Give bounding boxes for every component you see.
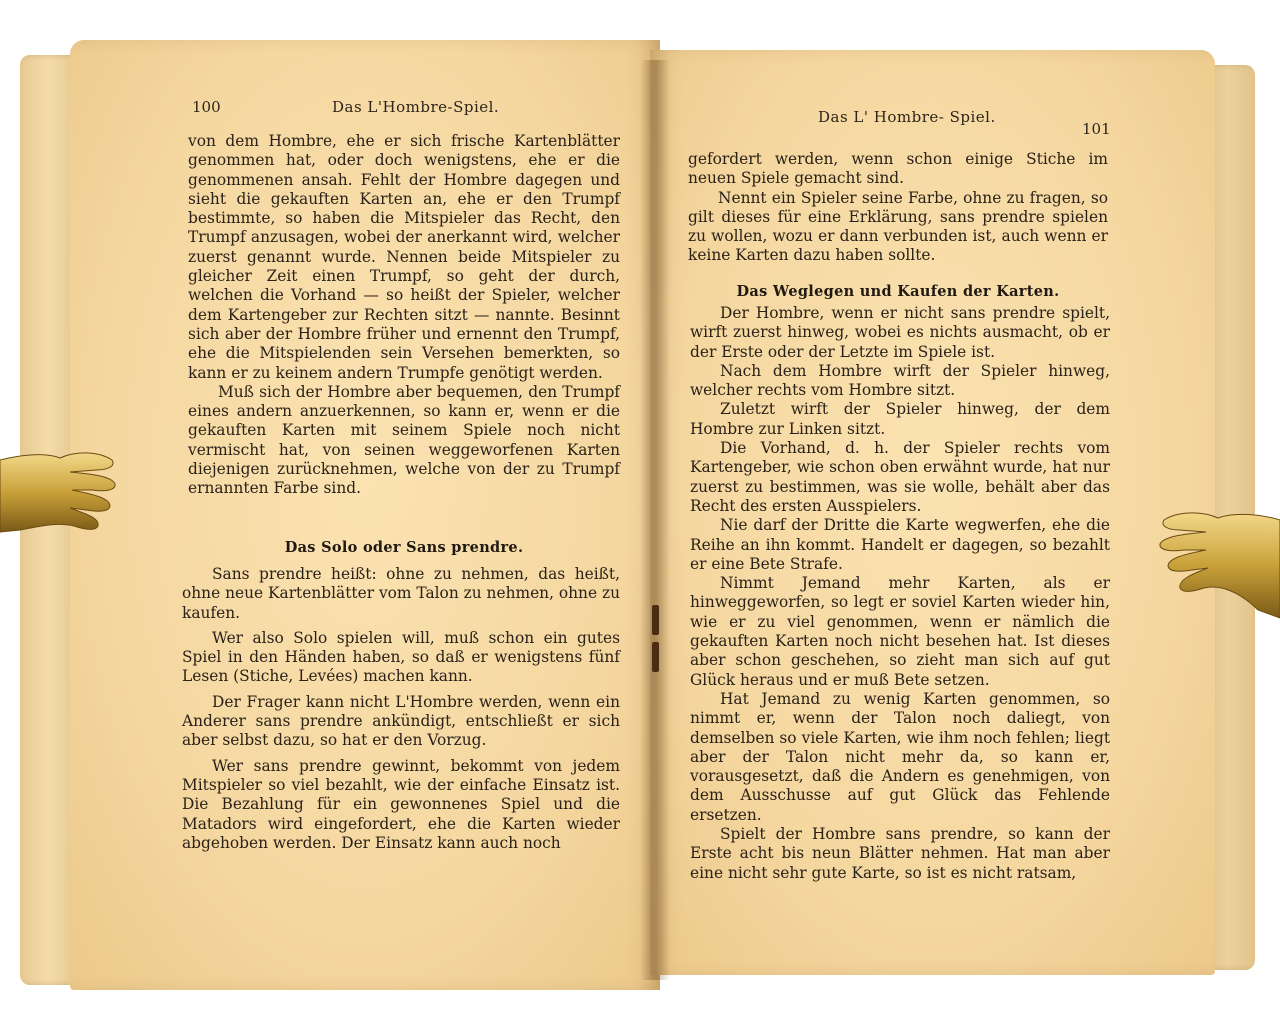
paragraph: Der Hombre, wenn er nicht sans prendre spielt, wirft zuerst hinweg, wobei es nichts ausmacht, ob er der Erste oder der Letzte im Spiele ist. bbox=[690, 304, 1110, 361]
book-gutter bbox=[640, 60, 670, 980]
paragraph: Sans prendre heißt: ohne zu nehmen, das heißt, ohne neue Kartenblätter vom Talon zu nehmen, ohne zu kaufen. bbox=[182, 565, 620, 622]
right-page-number: 101 bbox=[1082, 120, 1111, 138]
binding-thread bbox=[652, 642, 659, 672]
right-page bbox=[650, 50, 1215, 975]
paragraph: Spielt der Hombre sans prendre, so kann der Erste acht bis neun Blätter nehmen. Hat man aber eine nicht sehr gute Karte, so ist es nicht ratsam, bbox=[690, 825, 1110, 882]
paragraph: Nimmt Jemand mehr Karten, als er hinweggeworfen, so legt er soviel Karten wieder hin, wie er zu viel genommen, wenn er nämlich die gekauften Karten noch nicht besehen hat. Ist dieses aber schon geschehen, so zieht man sich auf gut Glück heraus und er muß Bete setzen. bbox=[690, 574, 1110, 689]
paragraph: Hat Jemand zu wenig Karten genommen, so nimmt er, wenn der Talon noch daliegt, von demselben so viele Karten, wie ihm noch fehlen; liegt aber der Talon nicht mehr da, so kann er, vorausgesetzt, daß die Andern es genehmigen, von dem Ausschusse auf gut Glück das Fehlende ersetzen. bbox=[690, 689, 1110, 824]
paragraph: Die Vorhand, d. h. der Spieler rechts vom Kartengeber, wie schon oben erwähnt wurde, hat nur zuerst zu bestimmen, was sie wolle, behält aber das Recht des ersten Ausspielers. bbox=[690, 439, 1110, 515]
paragraph: Zuletzt wirft der Spieler hinweg, der dem Hombre zur Linken sitzt. bbox=[690, 400, 1110, 438]
left-page bbox=[70, 40, 660, 990]
right-brass-hand-icon bbox=[1150, 500, 1280, 640]
left-page-number: 100 bbox=[192, 98, 221, 116]
paragraph: Nie darf der Dritte die Karte wegwerfen, ehe die Reihe an ihn kommt. Handelt er dagegen, so bezahlt er eine Bete Strafe. bbox=[690, 516, 1110, 573]
paragraph: Wer also Solo spielen will, muß schon ein gutes Spiel in den Händen haben, so daß er wenigstens fünf Lesen (Stiche, Levées) machen kann. bbox=[182, 628, 620, 686]
paragraph: Muß sich der Hombre aber bequemen, den Trumpf eines andern anzuerkennen, so kann er, wenn er die gekauften Karten mit seinem Spiele noch nicht vermischt hat, von seinen weggeworfenen Karten diejenigen zurücknehmen, welche von der zu Trumpf ernannten Farbe sind. bbox=[188, 382, 620, 498]
left-section-heading: Das Solo oder Sans prendre. bbox=[284, 539, 524, 556]
left-running-head: Das L'Hombre-Spiel. bbox=[332, 98, 500, 116]
right-text-block-2 bbox=[690, 304, 1110, 883]
right-section-heading: Das Weglegen und Kaufen der Karten. bbox=[736, 283, 1060, 300]
paragraph: von dem Hombre, ehe er sich frische Kartenblätter genommen hat, oder doch wenigstens, ehe er die genommenen ansah. Fehlt der Hombre dagegen und sieht die gekauften Karten an, ehe er den Trumpf bestimmte, so haben die Mitspieler das Recht, den Trumpf anzusagen, wobei der anerkannt wird, welcher zuerst genannt wurde. Nennen beide Mitspieler zu gleicher Zeit einen Trumpf, so geht der durch, welchen die Vorhand — so heißt der Spieler, welcher dem Kartengeber zur Rechten sitzt — nannte. Besinnt sich aber der Hombre früher und ernennt den Trumpf, ehe die Mitspielenden sein Versehen bemerkten, so kann er zu keinem andern Trumpfe genötigt werden. bbox=[188, 132, 620, 382]
right-running-head: Das L' Hombre- Spiel. bbox=[818, 108, 996, 126]
binding-thread bbox=[652, 605, 659, 635]
left-brass-hand-icon bbox=[0, 430, 120, 560]
paragraph: gefordert werden, wenn schon einige Stiche im neuen Spiele gemacht sind. bbox=[688, 150, 1108, 188]
paragraph: Wer sans prendre gewinnt, bekommt von jedem Mitspieler so viel bezahlt, wie der einfache Einsatz ist. Die Bezahlung für ein gewonnenes Spiel und die Matadors wird eingefordert, ehe die Karten wieder abgehoben werden. Der Einsatz kann auch noch bbox=[182, 756, 620, 852]
paragraph: Nach dem Hombre wirft der Spieler hinweg, welcher rechts vom Hombre sitzt. bbox=[690, 361, 1110, 400]
paragraph: Nennt ein Spieler seine Farbe, ohne zu fragen, so gilt dieses für eine Erklärung, sans prendre spielen zu wollen, wozu er dann verbunden ist, auch wenn er keine Karten dazu haben sollte. bbox=[688, 188, 1108, 265]
right-text-block-1 bbox=[688, 150, 1108, 266]
left-text-block-1 bbox=[188, 132, 620, 499]
left-text-block-2 bbox=[182, 565, 620, 853]
paragraph: Der Frager kann nicht L'Hombre werden, wenn ein Anderer sans prendre ankündigt, entschließt er sich aber selbst dazu, so hat er den Vorzug. bbox=[182, 692, 620, 750]
